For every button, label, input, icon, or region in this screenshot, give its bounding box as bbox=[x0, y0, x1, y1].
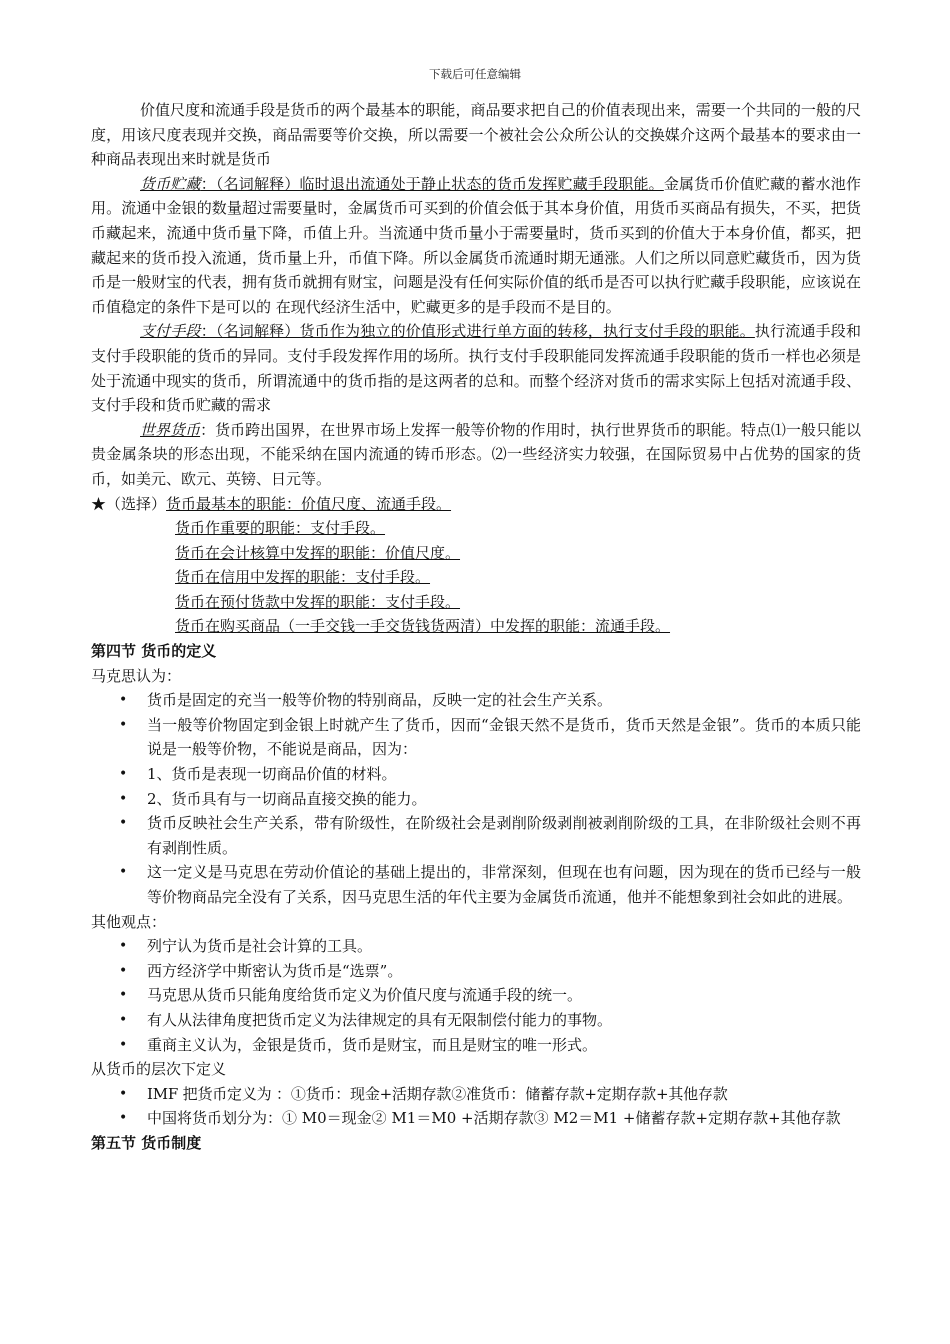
list-item bbox=[91, 934, 861, 959]
bullet-icon: • bbox=[119, 692, 128, 709]
bullet-icon: • bbox=[119, 1011, 128, 1028]
text-hoarding: 金属货币价值贮藏的蓄水池作用。流通中金银的数量超过需要量时，金属货币可买到的价值会低于其本身价值，用货币买商品有损失，不买，把货币藏起来，流通中货币量下降，币值上升。当流通中货币量小于需要量时，货币买到的价值大于本身价值，都买，把藏起来的货币投入流通，货币量上升，币值下降。所以金属货币流通时期无通涨。人们之所以同意贮藏货币，因为货币是一般财宝的代表，拥有货币就拥有财宝，问题是没有任何实际价值的纸币是否可以执行贮藏手段职能，应该说在币值稳定的条件下是可以的 在现代经济生活中，贮藏更多的是手段而不是目的。 bbox=[91, 174, 861, 316]
marx-intro: 马克思认为： bbox=[91, 666, 182, 685]
list-item bbox=[91, 983, 861, 1008]
other-views-list bbox=[91, 934, 861, 1057]
list-item-text: 有人从法律角度把货币定义为法律规定的具有无限制偿付能力的事物。 bbox=[147, 1010, 613, 1029]
definition-hoarding: ：（名词解释）临时退出流通处于静止状态的货币发挥贮藏手段职能。 bbox=[200, 174, 664, 193]
bullet-icon: • bbox=[119, 815, 128, 832]
selection-item: 货币最基本的职能：价值尺度、流通手段。 bbox=[166, 494, 452, 513]
bullet-icon: • bbox=[119, 716, 128, 733]
list-item-text: 1、货币是表现一切商品价值的材料。 bbox=[147, 765, 397, 784]
bullet-icon: • bbox=[119, 790, 128, 807]
paragraph-basic-functions: 价值尺度和流通手段是货币的两个最基本的职能，商品要求把自己的价值表现出来，需要一个共同的一般的尺度，用该尺度表现并交换，商品需要等价交换，所以需要一个被社会公众所公认的交换媒介这两个最基本的要求由一种商品表现出来时就是货币 bbox=[91, 101, 861, 169]
list-item-text: 中国将货币划分为：① M0＝现金② M1＝M0 +活期存款③ M2＝M1 +储蓄存款+定期存款+其他存款 bbox=[147, 1109, 841, 1128]
term-payment: 支付手段 bbox=[140, 322, 201, 341]
list-item bbox=[91, 688, 861, 713]
term-hoarding: 货币贮藏 bbox=[140, 174, 201, 193]
page-header: 下载后可任意编辑 bbox=[429, 67, 521, 81]
list-item-text: 当一般等价物固定到金银上时就产生了货币，因而“金银天然不是货币，货币天然是金银”。货币的本质只能说是一般等价物，不能说是商品，因为： bbox=[147, 715, 861, 759]
paragraph-payment bbox=[91, 319, 861, 417]
section-5-heading: 第五节 货币制度 bbox=[91, 1133, 202, 1152]
selection-prefix: ★（选择） bbox=[91, 494, 167, 513]
list-item bbox=[91, 713, 861, 762]
marx-bullet-list bbox=[91, 688, 861, 909]
list-item-text: IMF 把货币定义为 ：①货币：现金+活期存款②准货币：储蓄存款+定期存款+其他存款 bbox=[147, 1084, 728, 1103]
list-item bbox=[91, 1082, 861, 1107]
list-item-text: 西方经济学中斯密认为货币是“选票”。 bbox=[147, 961, 403, 980]
list-item bbox=[91, 811, 861, 860]
list-item bbox=[91, 762, 861, 787]
selection-first-line bbox=[91, 492, 861, 517]
bullet-icon: • bbox=[119, 864, 128, 881]
definition-payment: ：（名词解释）货币作为独立的价值形式进行单方面的转移，执行支付手段的职能。 bbox=[200, 322, 755, 341]
bullet-icon: • bbox=[119, 987, 128, 1004]
selection-item: 货币作重要的职能：支付手段。 bbox=[175, 519, 386, 538]
list-item-text: 重商主义认为，金银是货币，货币是财宝，而且是财宝的唯一形式。 bbox=[147, 1035, 598, 1054]
list-item bbox=[91, 1106, 861, 1131]
selection-item: 货币在购买商品（一手交钱一手交货钱货两清）中发挥的职能：流通手段。 bbox=[175, 617, 671, 636]
list-item bbox=[91, 959, 861, 984]
bullet-icon: • bbox=[119, 1036, 128, 1053]
bullet-icon: • bbox=[119, 1110, 128, 1127]
list-item-text: 马克思从货币只能角度给货币定义为价值尺度与流通手段的统一。 bbox=[147, 986, 583, 1005]
money-levels-intro: 从货币的层次下定义 bbox=[91, 1060, 227, 1079]
list-item bbox=[91, 1008, 861, 1033]
bullet-icon: • bbox=[119, 938, 128, 955]
document-body bbox=[91, 98, 861, 1156]
selection-item: 货币在信用中发挥的职能：支付手段。 bbox=[175, 568, 431, 587]
bullet-icon: • bbox=[119, 1085, 128, 1102]
selection-line bbox=[91, 614, 861, 639]
list-item-text: 列宁认为货币是社会计算的工具。 bbox=[147, 937, 373, 956]
list-item bbox=[91, 860, 861, 909]
selection-line bbox=[91, 565, 861, 590]
list-item bbox=[91, 787, 861, 812]
selection-line bbox=[91, 541, 861, 566]
section-4-heading: 第四节 货币的定义 bbox=[91, 642, 217, 661]
selection-item: 货币在会计核算中发挥的职能：价值尺度。 bbox=[175, 543, 461, 562]
bullet-icon: • bbox=[119, 962, 128, 979]
text-payment: 执行流通手段和支付手段职能的货币的异同。支付手段发挥作用的场所。执行支付手段职能同发挥流通手段职能的货币一样也必须是处于流通中现实的货币，所谓流通中的货币指的是这两者的总和。而整个经济对货币的需求实际上包括对流通手段、支付手段和货币贮藏的需求 bbox=[91, 322, 861, 415]
list-item-text: 货币是固定的充当一般等价物的特别商品，反映一定的社会生产关系。 bbox=[147, 691, 613, 710]
other-views-intro: 其他观点： bbox=[91, 912, 167, 931]
money-levels-list bbox=[91, 1082, 861, 1131]
selection-item: 货币在预付货款中发挥的职能：支付手段。 bbox=[175, 592, 461, 611]
list-item bbox=[91, 1033, 861, 1058]
list-item-text: 这一定义是马克思在劳动价值论的基础上提出的，非常深刻，但现在也有问题，因为现在的货币已经与一般等价物商品完全没有了关系，因马克思生活的年代主要为金属货币流通，他并不能想象到社会如此的进展。 bbox=[147, 863, 861, 906]
term-world-money: 世界货币 bbox=[140, 420, 201, 439]
bullet-icon: • bbox=[119, 766, 128, 783]
list-item-text: 货币反映社会生产关系，带有阶级性，在阶级社会是剥削阶级剥削被剥削阶级的工具，在非阶级社会则不再有剥削性质。 bbox=[147, 814, 861, 857]
list-item-text: 2、货币具有与一切商品直接交换的能力。 bbox=[147, 789, 427, 808]
selection-line bbox=[91, 590, 861, 615]
selection-line bbox=[91, 516, 861, 541]
text-world-money: ：货币跨出国界，在世界市场上发挥一般等价物的作用时，执行世界货币的职能。特点⑴一般只能以贵金属条块的形态出现，不能采纳在国内流通的铸币形态。⑵一些经济实力较强，在国际贸易中占优势的国家的货币，如美元、欧元、英镑、日元等。 bbox=[91, 420, 861, 488]
paragraph-hoarding bbox=[91, 172, 861, 320]
paragraph-world-money bbox=[91, 418, 861, 492]
